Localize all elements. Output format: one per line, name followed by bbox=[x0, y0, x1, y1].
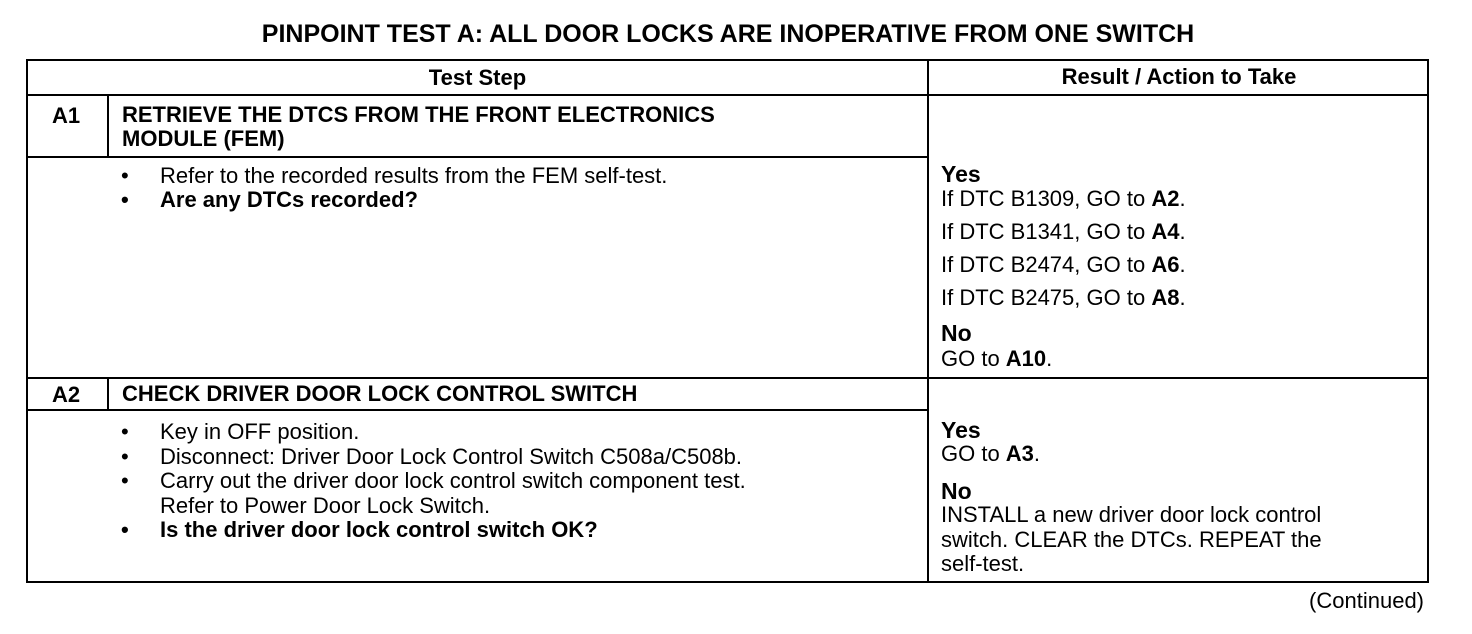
result-no-line: switch. CLEAR the DTCs. REPEAT the bbox=[941, 527, 1322, 552]
step-title-a1: RETRIEVE THE DTCS FROM THE FRONT ELECTRONICS MODULE (FEM) bbox=[122, 102, 715, 151]
bullet-icon: • bbox=[121, 468, 129, 493]
header-divider bbox=[26, 94, 1429, 96]
continued-note: (Continued) bbox=[1309, 588, 1424, 613]
bullet-icon: • bbox=[121, 517, 129, 542]
step-title-a2: CHECK DRIVER DOOR LOCK CONTROL SWITCH bbox=[122, 381, 638, 406]
result-yes-label: Yes bbox=[941, 161, 981, 187]
bullet-icon: • bbox=[121, 444, 129, 469]
result-no-line: GO to A10. bbox=[941, 346, 1053, 371]
step-instruction: Carry out the driver door lock control switch component test. bbox=[160, 468, 746, 493]
step-instruction: Refer to the recorded results from the FEM self-test. bbox=[160, 163, 668, 188]
result-no-label: No bbox=[941, 320, 972, 346]
result-no-line: self-test. bbox=[941, 551, 1025, 576]
header-result-action: Result / Action to Take bbox=[1061, 64, 1297, 89]
result-yes-line: If DTC B2474, GO to A6. bbox=[941, 252, 1186, 277]
page-title: PINPOINT TEST A: ALL DOOR LOCKS ARE INOPERATIVE FROM ONE SWITCH bbox=[261, 20, 1195, 48]
bullet-icon: • bbox=[121, 163, 129, 188]
step-id-divider bbox=[107, 377, 109, 410]
result-yes-line: If DTC B1309, GO to A2. bbox=[941, 186, 1186, 211]
step-question: Is the driver door lock control switch OK? bbox=[160, 517, 598, 542]
bullet-icon: • bbox=[121, 419, 129, 444]
step-question: Are any DTCs recorded? bbox=[160, 187, 418, 212]
result-no-label: No bbox=[941, 478, 972, 504]
bullet-icon: • bbox=[121, 187, 129, 212]
result-yes-line: GO to A3. bbox=[941, 441, 1041, 466]
result-no-line: INSTALL a new driver door lock control bbox=[941, 502, 1322, 527]
header-test-step: Test Step bbox=[428, 65, 527, 90]
a2-title-divider bbox=[26, 409, 929, 411]
step-instruction: Refer to Power Door Lock Switch. bbox=[160, 493, 491, 518]
result-yes-line: If DTC B1341, GO to A4. bbox=[941, 219, 1186, 244]
a1-title-divider bbox=[26, 156, 929, 158]
result-yes-line: If DTC B2475, GO to A8. bbox=[941, 285, 1186, 310]
column-divider bbox=[927, 59, 929, 583]
step-instruction: Disconnect: Driver Door Lock Control Switch C508a/C508b. bbox=[160, 444, 743, 469]
step-id-divider bbox=[107, 94, 109, 157]
step-id-a1: A1 bbox=[52, 103, 81, 128]
result-yes-label: Yes bbox=[941, 417, 981, 443]
step-instruction: Key in OFF position. bbox=[160, 419, 360, 444]
step-divider bbox=[26, 377, 1429, 379]
step-id-a2: A2 bbox=[52, 382, 81, 407]
